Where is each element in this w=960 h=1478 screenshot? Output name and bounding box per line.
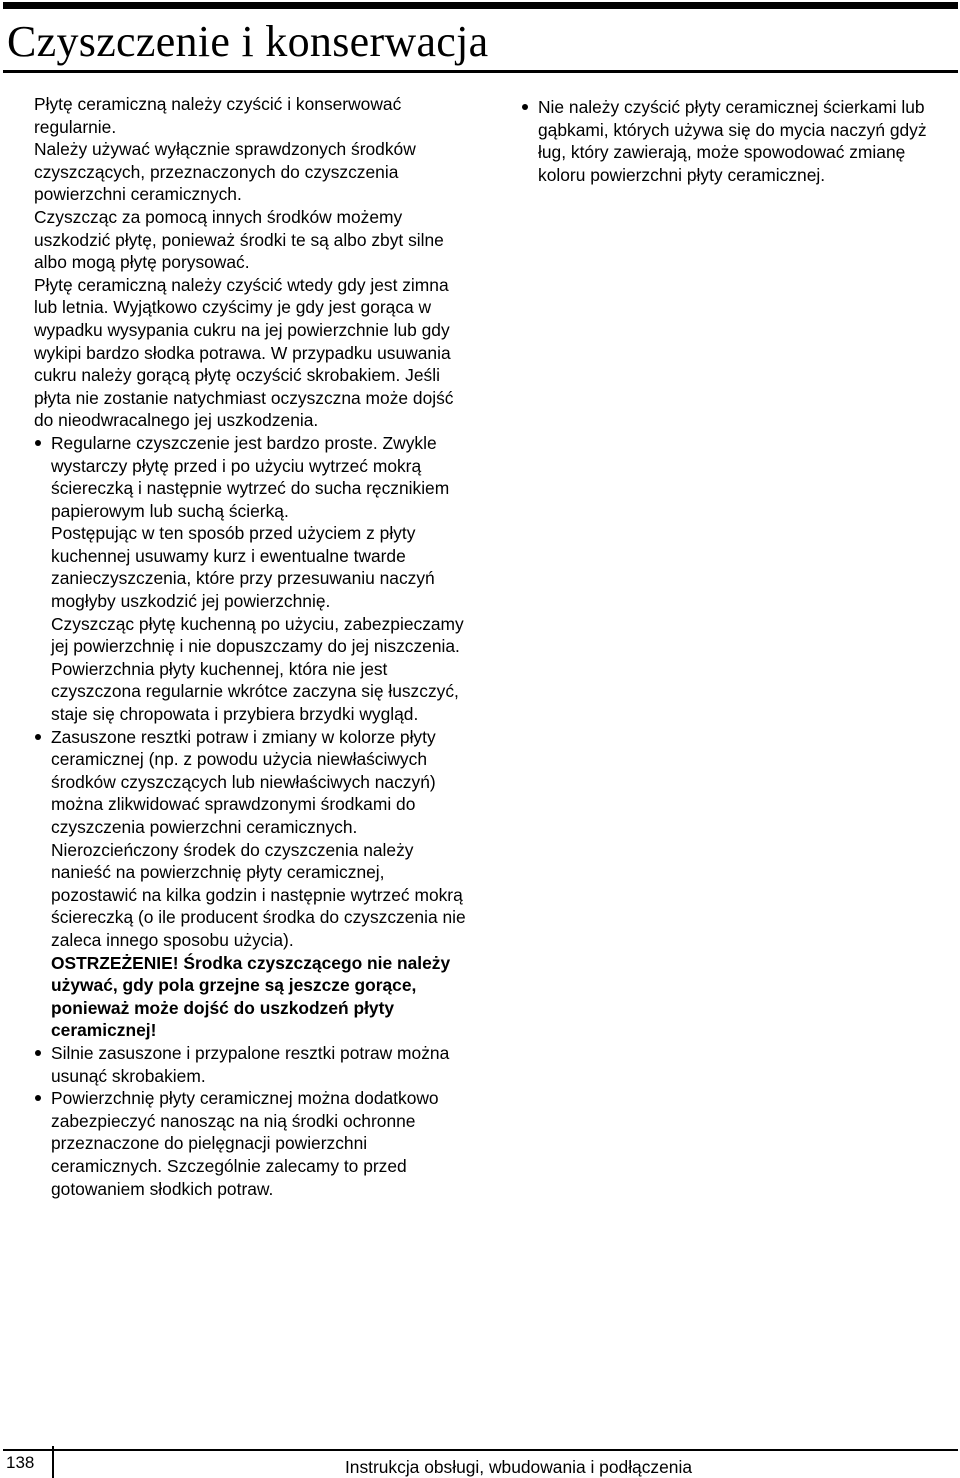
bullet-protective-agents	[34, 1087, 474, 1200]
left-column	[34, 93, 474, 1200]
page-number: 138	[6, 1453, 35, 1472]
bullet-regular-cleaning	[34, 432, 474, 726]
intro-paragraph-regularity: Płytę ceramiczną należy czyścić i konserwować regularnie.	[34, 94, 402, 137]
cleaning-bullet-list	[34, 432, 474, 1200]
bullet-dried-residue	[34, 726, 474, 1042]
bullet-regular-cleaning-before-use: Postępując w ten sposób przed użyciem z płyty kuchennej usuwamy kurz i ewentualne twarde zanieczyszczenia, które przy przesuwaniu naczyń mogłyby uszkodzić jej powierzchnię.	[51, 523, 435, 612]
bullet-regular-cleaning-after-use: Czyszcząc płytę kuchenną po użyciu, zabezpieczamy jej powierzchnię i nie dopuszczamy do jej niszczenia. Powierzchnia płyty kuchennej, która nie jest czyszczona regularnie wkrótce zaczyna się łuszczyć, staje się chropowata i przybiera brzydki wygląd.	[51, 613, 464, 725]
bullet-burnt-residue-text: Silnie zasuszone i przypalone resztki potraw można usunąć skrobakiem.	[51, 1042, 450, 1086]
right-column	[521, 96, 946, 186]
title-rule	[3, 70, 958, 73]
bullet-protective-agents-text: Powierzchnię płyty ceramicznej można dodatkowo zabezpieczyć nanosząc na nią środki ochronne przeznaczone do pielęgnacji powierzchni ceramicznych. Szczególnie zalecamy to przed gotowaniem słodkich potraw.	[51, 1088, 439, 1199]
bullet-regular-cleaning-lead: Regularne czyszczenie jest bardzo proste. Zwykle wystarczy płytę przed i po użyciu wytrzeć mokrą ściereczką i następnie wytrzeć do sucha ręcznikiem papierowym lub suchą ścierką.	[51, 432, 450, 521]
bullet-no-sponges	[521, 96, 946, 186]
bullet-burnt-residue	[34, 1042, 474, 1087]
intro-paragraph-other-agents: Czyszcząc za pomocą innych środków możemy uszkodzić płytę, ponieważ środki te są albo zbyt silne albo mogą płytę porysować.	[34, 206, 444, 273]
page-number-divider	[52, 1446, 54, 1478]
page-title: Czyszczenie i konserwacja	[7, 17, 489, 66]
bullet-dried-residue-text: Zasuszone resztki potraw i zmiany w kolorze płyty ceramicznej (np. z powodu użycia niewłaściwych środków czyszczących lub niewłaściwych naczyń) można zlikwidować sprawdzonymi środkami do czyszczenia powierzchni ceramicznych. Nierozcieńczony środek do czyszczenia należy nanieść na powierzchnię płyty ceramicznej, pozostawić na kilka godzin i następnie wytrzeć mokrą ściereczką (o ile producent środka do czyszczenia nie zaleca innego sposobu użycia).	[51, 726, 466, 950]
footer-rule	[3, 1449, 958, 1451]
footer-manual-title: Instrukcja obsługi, wbudowania i podłączenia	[344, 1457, 692, 1477]
warning-text: OSTRZEŻENIE! Środka czyszczącego nie należy używać, gdy pola grzejne są jeszcze gorące, ponieważ może dojść do uszkodzeń płyty ceramicznej!	[51, 952, 451, 1041]
bullet-no-sponges-text: Nie należy czyścić płyty ceramicznej ścierkami lub gąbkami, których używa się do mycia naczyń gdyż ług, który zawierają, może spowodować zmianę koloru powierzchni płyty ceramicznej.	[538, 97, 927, 185]
top-rule	[3, 2, 958, 9]
right-bullet-list	[521, 96, 946, 186]
intro-paragraph-approved-agents: Należy używać wyłącznie sprawdzonych środków czyszczących, przeznaczonych do czyszczenia powierzchni ceramicznych.	[34, 139, 416, 205]
intro-paragraph-temperature: Płytę ceramiczną należy czyścić wtedy gdy jest zimna lub letnia. Wyjątkowo czyścimy je gdy jest gorąca w wypadku wysypania cukru na jej powierzchnie lub gdy wykipi bardzo słodka potrawa. W przypadku usuwania cukru należy gorącą płytę oczyścić skrobakiem. Jeśli płyta nie zostanie natychmiast oczyszczna może dojść do nieodwracalnego jej uszkodzenia.	[34, 274, 454, 431]
